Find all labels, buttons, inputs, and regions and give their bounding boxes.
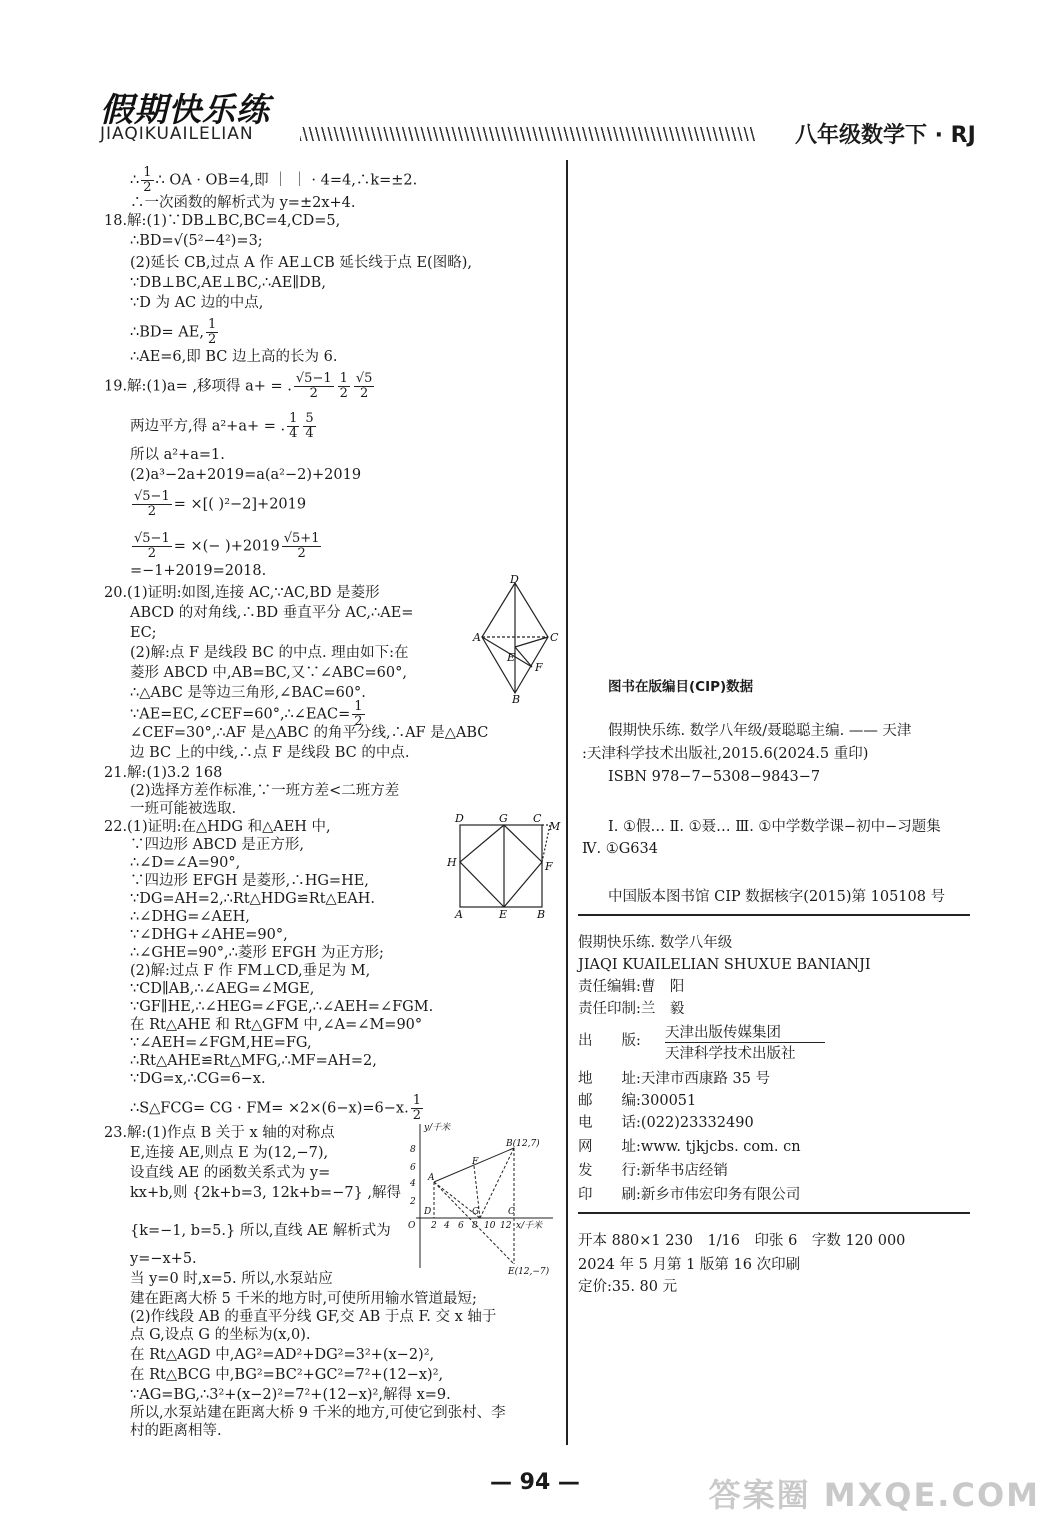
info-row: 发 行:新华书店经销 — [578, 1163, 728, 1179]
info-row: 邮 编:300051 — [578, 1093, 697, 1109]
answer-line: 18.解:(1)∵DB⊥BC,BC=4,CD=5, — [104, 213, 341, 229]
cip-line: 中国版本图书馆 CIP 数据核字(2015)第 105108 号 — [608, 889, 946, 905]
column-divider — [566, 160, 568, 1445]
watermark-text: 答案圈 MXQE.COM — [708, 1476, 1040, 1514]
x-tick: 10 — [484, 1221, 496, 1231]
answer-line: (2)解:点 F 是线段 BC 的中点. 理由如下:在 — [130, 645, 409, 661]
answer-line: y=−x+5. — [130, 1251, 197, 1267]
answer-line: 在 Rt△AHE 和 Rt△GFM 中,∠A=∠M=90° — [130, 1017, 423, 1033]
label-G: G — [472, 1207, 480, 1217]
label-D: D — [455, 812, 464, 825]
label-D: D — [424, 1207, 432, 1217]
answer-line: ∴∠GHE=90°,∴菱形 EFGH 为正方形; — [130, 945, 384, 961]
rhombus-figure — [470, 575, 565, 705]
answer-line: 在 Rt△BCG 中,BG²=BC²+GC²=7²+(12−x)², — [130, 1367, 444, 1383]
spec-line: 定价:35. 80 元 — [578, 1279, 678, 1295]
answer-line: 所以 a²+a=1. — [130, 447, 225, 463]
answer-line: ∵AE=EC,∠CEF=60°,∴∠EAC= $\frac{1}{2}$ — [130, 699, 363, 729]
answer-line: 两边平方,得 a²+a+ = . $\frac{1}{4}$ $\frac{5}{4}$ — [130, 411, 314, 441]
answer-line: ∴△ABC 是等边三角形,∠BAC=60°. — [130, 685, 366, 701]
book-title: 假期快乐练. 数学八年级 — [578, 935, 733, 951]
answer-line: EC; — [130, 625, 157, 641]
answer-line: ∵GF∥HE,∴∠HEG=∠FGE,∴∠AEH=∠FGM. — [130, 999, 434, 1015]
label-F: F — [472, 1157, 479, 1167]
answer-line: ∴BD=√(5²−4²)=3; — [130, 233, 263, 249]
label-C: C — [550, 631, 559, 644]
label-D: D — [510, 575, 519, 586]
watermark — [709, 1470, 1040, 1516]
answer-line: (2)选择方差作标准,∵一班方差<二班方差 — [130, 783, 400, 799]
label-M: M — [549, 820, 561, 833]
answer-line: ∴Rt△AHE≌Rt△MFG,∴MF=AH=2, — [130, 1053, 377, 1069]
answer-line: ABCD 的对角线,∴BD 垂直平分 AC,∴AE= — [130, 605, 414, 621]
y-tick: 4 — [410, 1179, 416, 1189]
answer-line: 边 BC 上的中线,∴点 F 是线段 BC 的中点. — [130, 745, 410, 761]
brand-title: 假期快乐练 — [100, 90, 270, 129]
answer-line: $\frac{√5-1}{2}$ = ×[( )²−2]+2019 — [134, 489, 307, 519]
y-axis-label: y/千米 — [424, 1123, 451, 1133]
answer-line: ∵DB⊥BC,AE⊥BC,∴AE∥DB, — [130, 275, 326, 291]
answer-line: 村的距离相等. — [130, 1423, 222, 1439]
cip-line: Ⅳ. ①G634 — [582, 841, 658, 857]
info-value: 天津出版传媒集团 — [665, 1025, 781, 1041]
answer-line: ∴∠D=∠A=90°, — [130, 855, 241, 871]
answer-line: 菱形 ABCD 中,AB=BC,又∵∠ABC=60°, — [130, 665, 407, 681]
answer-line: ∴AE=6,即 BC 边上高的长为 6. — [130, 349, 338, 365]
label-F: F — [545, 860, 553, 873]
square-figure — [445, 810, 565, 920]
label-B: B — [537, 908, 546, 920]
answer-line: 20.(1)证明:如图,连接 AC,∵AC,BD 是菱形 — [104, 585, 380, 601]
answer-line: ∵∠AEH=∠FGM,HE=FG, — [130, 1035, 312, 1051]
answer-line: ∵DG=x,∴CG=6−x. — [130, 1071, 266, 1087]
answer-line: ∴BD= AE, $\frac{1}{2}$ — [130, 317, 217, 347]
header-hatch-decoration — [300, 127, 755, 141]
info-row: 出 版: — [578, 1033, 641, 1049]
x-tick: 12 — [500, 1221, 512, 1231]
answer-line: 21.解:(1)3.2 168 — [104, 765, 223, 781]
answer-line: ∵DG=AH=2,∴Rt△HDG≌Rt△EAH. — [130, 891, 376, 907]
cip-line: ISBN 978−7−5308−9843−7 — [608, 769, 821, 785]
y-tick: 2 — [410, 1197, 416, 1207]
answer-line: ∠CEF=30°,∴AF 是△ABC 的角平分线,∴AF 是△ABC — [130, 725, 489, 741]
y-tick: 8 — [410, 1145, 416, 1155]
answer-line: 点 G,设点 G 的坐标为(x,0). — [130, 1327, 311, 1343]
y-tick: 6 — [410, 1163, 416, 1173]
label-E: E — [507, 651, 516, 664]
grade-label: 八年级数学下 · RJ — [795, 123, 976, 148]
label-F: F — [535, 661, 543, 674]
answer-line: 23.解:(1)作点 B 关于 x 轴的对称点 — [104, 1125, 335, 1141]
info-value: 天津科学技术出版社 — [665, 1046, 796, 1062]
label-B: B(12,7) — [506, 1139, 540, 1149]
info-row: 地 址:天津市西康路 35 号 — [578, 1071, 771, 1087]
page-number: — 94 — — [490, 1470, 580, 1495]
book-pinyin: JIAQI KUAILELIAN SHUXUE BANIANJI — [578, 957, 871, 973]
answer-line: kx+b,则 {2k+b=3, 12k+b=−7} ,解得 — [130, 1185, 402, 1201]
answer-line: 设直线 AE 的函数关系式为 y= — [130, 1165, 331, 1181]
label-C: C — [508, 1207, 515, 1217]
info-row: 责任编辑:曹 阳 — [578, 979, 685, 995]
brand-pinyin: JIAQIKUAILELIAN — [100, 124, 254, 144]
x-axis-label: x/千米 — [516, 1221, 543, 1231]
answer-line: ∵四边形 EFGH 是菱形,∴HG=HE, — [130, 873, 369, 889]
coordinate-graph — [398, 1118, 560, 1278]
answer-line: ∴∠DHG=∠AEH, — [130, 909, 250, 925]
label-O: O — [408, 1221, 416, 1231]
answer-line: 建在距离大桥 5 千米的地方时,可使所用输水管道最短; — [130, 1291, 477, 1307]
label-G: G — [499, 812, 508, 825]
answer-line: =−1+2019=2018. — [130, 563, 267, 579]
answer-line: 所以,水泵站建在距离大桥 9 千米的地方,可使它到张村、李 — [130, 1405, 506, 1421]
x-tick: 8 — [472, 1221, 478, 1231]
answer-line: (2)延长 CB,过点 A 作 AE⊥CB 延长线于点 E(图略), — [130, 255, 472, 271]
label-H: H — [447, 856, 457, 869]
label-A: A — [428, 1173, 435, 1183]
label-A: A — [455, 908, 463, 920]
label-E: E(12,−7) — [508, 1267, 550, 1277]
answer-line: {k=−1, b=5.} 所以,直线 AE 解析式为 — [130, 1223, 391, 1239]
label-B: B — [512, 693, 521, 705]
info-row: 电 话:(022)23332490 — [578, 1115, 754, 1131]
cip-separator — [578, 914, 970, 916]
answer-line: 一班可能被选取. — [130, 801, 237, 817]
answer-line: 在 Rt△AGD 中,AG²=AD²+DG²=3²+(x−2)², — [130, 1347, 435, 1363]
cip-line: :天津科学技术出版社,2015.6(2024.5 重印) — [582, 746, 869, 762]
answer-line: 19.解:(1)a= ,移项得 a+ = . $\frac{√5-1}{2}$ $\frac{1}{2}$ $\frac{√5}{2}$ — [104, 371, 373, 401]
x-tick: 4 — [444, 1221, 450, 1231]
cip-heading: 图书在版编目(CIP)数据 — [608, 679, 754, 695]
answer-line: ∵CD∥AB,∴∠AEG=∠MGE, — [130, 981, 315, 997]
answer-line: $\frac{√5-1}{2}$ = ×(− )+2019 $\frac{√5+1}{2}$ — [134, 531, 320, 561]
spec-line: 开本 880×1 230 1/16 印张 6 字数 120 000 — [578, 1233, 906, 1249]
answer-line: 当 y=0 时,x=5. 所以,水泵站应 — [130, 1271, 333, 1287]
x-tick: 6 — [458, 1221, 464, 1231]
cip-line: Ⅰ. ①假… Ⅱ. ①聂… Ⅲ. ①中学数学课−初中−习题集 — [608, 819, 941, 835]
spec-line: 2024 年 5 月第 1 版第 16 次印刷 — [578, 1257, 801, 1273]
info-row: 网 址:www. tjkjcbs. com. cn — [578, 1139, 801, 1155]
answer-line: ∵四边形 ABCD 是正方形, — [130, 837, 304, 853]
answer-line: ∵AG=BG,∴3²+(x−2)²=7²+(12−x)²,解得 x=9. — [130, 1387, 451, 1403]
answer-line: (2)作线段 AB 的垂直平分线 GF,交 AB 于点 F. 交 x 轴于 — [130, 1309, 497, 1325]
label-A: A — [473, 631, 481, 644]
answer-line: ∴S△FCG= CG · FM= ×2×(6−x)=6−x. $\frac{1}{2}$ — [130, 1093, 421, 1123]
answer-line: ∴一次函数的解析式为 y=±2x+4. — [130, 195, 356, 211]
publisher-rule — [665, 1042, 825, 1043]
label-C: C — [533, 812, 542, 825]
answer-line: ∵D 为 AC 边的中点, — [130, 295, 264, 311]
answer-line: ∴ $\frac{1}{2}$ ∴ OA · OB=4,即 ｜ ｜ · 4=4,∴k=±2. — [130, 165, 418, 195]
spec-separator — [578, 1212, 970, 1214]
info-row: 责任印制:兰 毅 — [578, 1001, 685, 1017]
answer-line: (2)a³−2a+2019=a(a²−2)+2019 — [130, 467, 362, 483]
answer-line: (2)解:过点 F 作 FM⊥CD,垂足为 M, — [130, 963, 371, 979]
answer-line: 22.(1)证明:在△HDG 和△AEH 中, — [104, 819, 331, 835]
answer-line: ∵∠DHG+∠AHE=90°, — [130, 927, 288, 943]
info-row: 印 刷:新乡市伟宏印务有限公司 — [578, 1187, 801, 1203]
cip-line: 假期快乐练. 数学八年级/聂聪聪主编. —— 天津 — [608, 723, 912, 739]
label-E: E — [499, 908, 508, 920]
answer-line: E,连接 AE,则点 E 为(12,−7), — [130, 1145, 329, 1161]
x-tick: 2 — [431, 1221, 437, 1231]
